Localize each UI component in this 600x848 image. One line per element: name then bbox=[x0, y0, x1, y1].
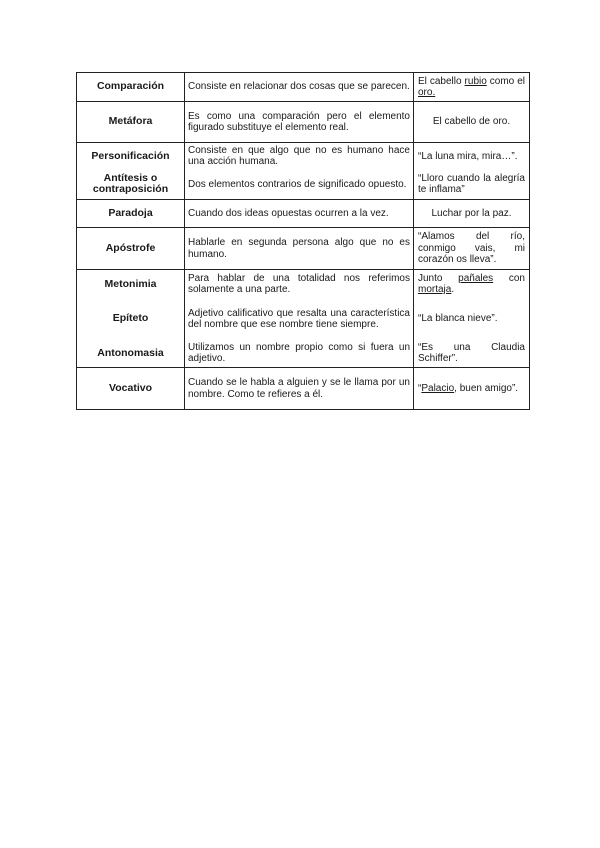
example-cell bbox=[414, 368, 530, 410]
definition-cell: Para hablar de una totalidad nos referimos solamente a una parte. bbox=[185, 270, 414, 299]
table-row bbox=[77, 228, 530, 270]
example-cell bbox=[414, 270, 530, 299]
document-page bbox=[76, 72, 523, 410]
definition-cell: Cuando dos ideas opuestas ocurren a la vez. bbox=[185, 200, 414, 228]
table-row bbox=[77, 340, 530, 368]
table-row bbox=[77, 200, 530, 228]
example-text: El cabello bbox=[418, 75, 465, 87]
example-cell: “Lloro cuando la alegría te inflama” bbox=[414, 170, 530, 200]
example-underlined: oro. bbox=[418, 87, 436, 98]
example-text: como el bbox=[486, 75, 525, 87]
example-cell: Luchar por la paz. bbox=[414, 200, 530, 228]
table-row bbox=[77, 170, 530, 200]
term-cell: Personificación bbox=[77, 143, 185, 170]
term-cell: Antonomasia bbox=[77, 340, 185, 368]
definition-cell: Adjetivo calificativo que resalta una característica del nombre que ese nombre tiene siempre. bbox=[185, 299, 414, 340]
definition-cell: Cuando se le habla a alguien y se le llama por un nombre. Como te refieres a él. bbox=[185, 368, 414, 410]
definition-cell: Dos elementos contrarios de significado opuesto. bbox=[185, 170, 414, 200]
term-cell: Vocativo bbox=[77, 368, 185, 410]
example-underlined: mortaja bbox=[418, 284, 452, 296]
definition-cell: Es como una comparación pero el elemento figurado substituye el elemento real. bbox=[185, 102, 414, 143]
term-cell: Metáfora bbox=[77, 102, 185, 143]
term-cell: Antítesis o contraposición bbox=[77, 170, 185, 200]
example-underlined: pañales bbox=[458, 272, 494, 284]
figures-table bbox=[76, 72, 530, 410]
table-row bbox=[77, 270, 530, 299]
example-cell: “La luna mira, mira…”. bbox=[414, 143, 530, 170]
example-cell: “Alamos del río, conmigo vais, mi corazón os lleva”. bbox=[414, 228, 530, 270]
term-cell: Epíteto bbox=[77, 299, 185, 340]
example-cell: “Es una Claudia Schiffer”. bbox=[414, 340, 530, 368]
definition-cell: Consiste en que algo que no es humano hace una acción humana. bbox=[185, 143, 414, 170]
table-row bbox=[77, 143, 530, 170]
example-text: Junto bbox=[418, 272, 459, 284]
example-text: con bbox=[493, 272, 525, 284]
definition-cell: Consiste en relacionar dos cosas que se parecen. bbox=[185, 73, 414, 102]
example-text: , buen amigo”. bbox=[454, 382, 519, 394]
example-text: “ bbox=[418, 382, 422, 394]
table-row bbox=[77, 368, 530, 410]
example-underlined: rubio bbox=[464, 75, 487, 87]
definition-cell: Hablarle en segunda persona algo que no es humano. bbox=[185, 228, 414, 270]
term-cell: Metonimia bbox=[77, 270, 185, 299]
table-row bbox=[77, 102, 530, 143]
example-cell bbox=[414, 73, 530, 102]
example-text: . bbox=[451, 284, 455, 296]
term-cell: Comparación bbox=[77, 73, 185, 102]
example-cell: “La blanca nieve”. bbox=[414, 299, 530, 340]
example-underlined: Palacio bbox=[421, 382, 455, 394]
example-cell: El cabello de oro. bbox=[414, 102, 530, 143]
definition-cell: Utilizamos un nombre propio como si fuera un adjetivo. bbox=[185, 340, 414, 368]
table-row bbox=[77, 73, 530, 102]
term-cell: Apóstrofe bbox=[77, 228, 185, 270]
table-row bbox=[77, 299, 530, 340]
term-cell: Paradoja bbox=[77, 200, 185, 228]
